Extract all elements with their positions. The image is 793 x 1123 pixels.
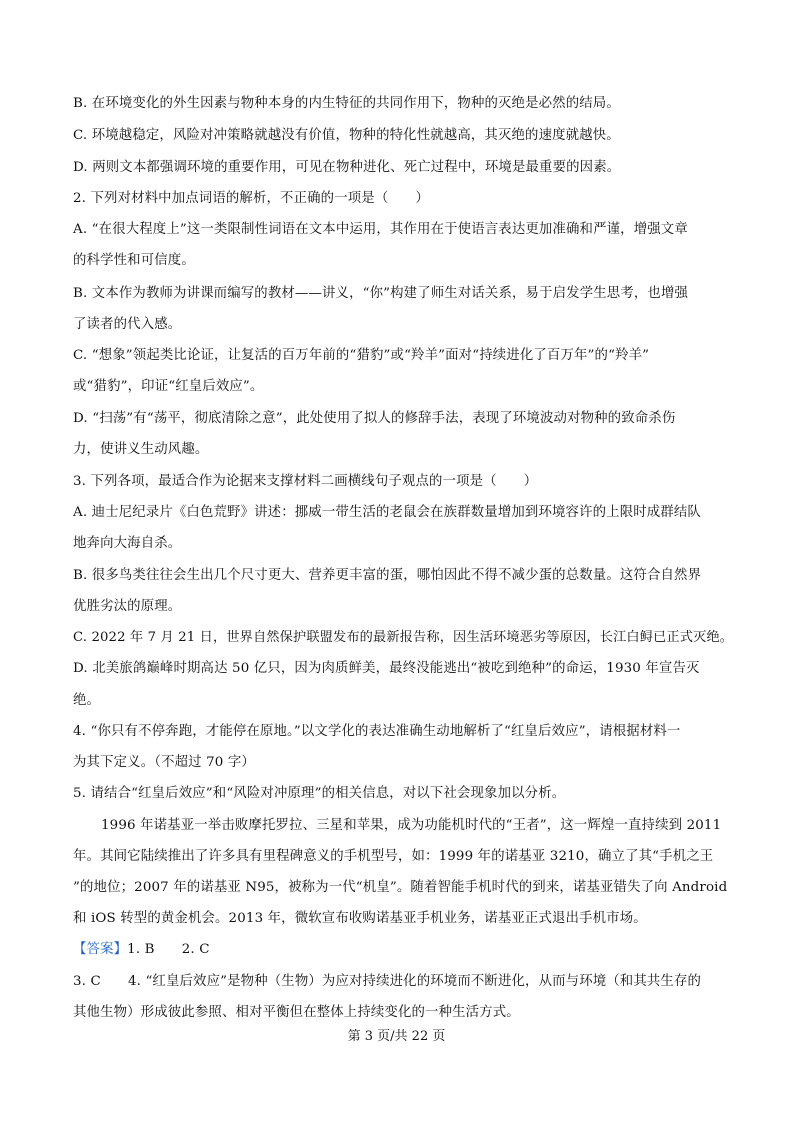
q3-option-a-line-2: 地奔向大海自杀。 — [73, 536, 182, 551]
q3-option-d-line-2: 绝。 — [73, 693, 101, 708]
question-2-stem: 2. 下列对材料中加点词语的解析，不正确的一项是（ ） — [73, 191, 429, 206]
q2-option-c-line-1: C. “想象”领起类比论证，让复活的百万年前的“猎豹”或“羚羊”面对“持续进化了百万年”的“羚羊” — [73, 348, 650, 363]
q5-material-line-4: 和 iOS 转型的黄金机会。2013 年，微软宣布收购诺基亚手机业务，诺基亚正式退出手机市场。 — [73, 911, 647, 926]
answer-line-2: 3. C 4. “红皇后效应”是物种（生物）为应对持续进化的环境而不断进化，从而与环境（和其共生存的 — [73, 974, 702, 989]
q2-option-d-line-2: 力，使讲义生动风趣。 — [73, 442, 209, 457]
q3-option-d-line-1: D. 北美旅鸽巅峰时期高达 50 亿只，因为肉质鲜美，最终没能逃出“被吃到绝种”的命运，1930 年宣告灭 — [73, 661, 700, 676]
question-3-stem: 3. 下列各项，最适合作为论据来支撑材料二画横线句子观点的一项是（ ） — [73, 474, 538, 489]
question-4-line-1: 4. “你只有不停奔跑，才能停在原地。”以文学化的表达准确生动地解析了“红皇后效应”，请根据材料一 — [73, 724, 681, 739]
option-d-line: D. 两则文本都强调环境的重要作用，可见在物种进化、死亡过程中，环境是最重要的因素。 — [73, 160, 621, 175]
q2-option-a-line-1: A. “在很大程度上”这一类限制性词语在文本中运用，其作用在于使语言表达更加准确和严谨，增强文章 — [73, 222, 688, 237]
question-4-line-2: 为其下定义。（不超过 70 字） — [73, 755, 255, 770]
question-5-stem: 5. 请结合“红皇后效应”和“风险对冲原理”的相关信息，对以下社会现象加以分析。 — [73, 786, 566, 801]
q3-option-c-line: C. 2022 年 7 月 21 日，世界自然保护联盟发布的最新报告称，因生活环境恶劣等原因，长江白鲟已正式灭绝。 — [73, 630, 734, 645]
q5-material-line-2: 年。其间它陆续推出了许多具有里程碑意义的手机型号，如：1999 年的诺基亚 3210，确立了其“手机之王 — [73, 849, 714, 864]
page-footer: 第 3 页/共 22 页 — [347, 1029, 446, 1044]
q3-option-b-line-1: B. 很多鸟类往往会生出几个尺寸更大、营养更丰富的蛋，哪怕因此不得不减少蛋的总数量。这符合自然界 — [73, 568, 702, 583]
option-c-line: C. 环境越稳定，风险对冲策略就越没有价值，物种的特化性就越高，其灭绝的速度就越快。 — [73, 128, 620, 143]
q2-option-d-line-1: D. “扫荡”有“荡平，彻底清除之意”，此处使用了拟人的修辞手法，表现了环境波动对物种的致命杀伤 — [73, 411, 676, 426]
q3-option-a-line-1: A. 迪士尼纪录片《白色荒野》讲述：挪威一带生活的老鼠会在族群数量增加到环境容许的上限时成群结队 — [73, 505, 701, 520]
q5-material-line-3: ”的地位；2007 年的诺基亚 N95，被称为一代“机皇”。随着智能手机时代的到来，诺基亚错失了向 Android — [73, 880, 728, 895]
q2-option-b-line-2: 了读者的代入感。 — [73, 317, 182, 332]
q5-material-line-1: 1996 年诺基亚一举击败摩托罗拉、三星和苹果，成为功能机时代的“王者”，这一辉煌一直持续到 2011 — [101, 818, 722, 833]
answer-tag: 【答案】 — [73, 942, 128, 957]
q2-option-b-line-1: B. 文本作为教师为讲课而编写的教材——讲义，“你”构建了师生对话关系，易于启发学生思考，也增强 — [73, 286, 689, 301]
q2-option-a-line-2: 的科学性和可信度。 — [73, 253, 195, 268]
answer-1-2: 1. B 2. C — [127, 942, 210, 957]
q2-option-c-line-2: 或“猎豹”，印证“红皇后效应”。 — [73, 379, 264, 394]
q3-option-b-line-2: 优胜劣汰的原理。 — [73, 599, 182, 614]
answer-line-3: 其他生物）形成彼此参照、相对平衡但在整体上持续变化的一种生活方式。 — [73, 1005, 520, 1020]
answer-line-1 — [73, 940, 210, 960]
option-b-line: B. 在环境变化的外生因素与物种本身的内生特征的共同作用下，物种的灭绝是必然的结局。 — [73, 96, 620, 111]
